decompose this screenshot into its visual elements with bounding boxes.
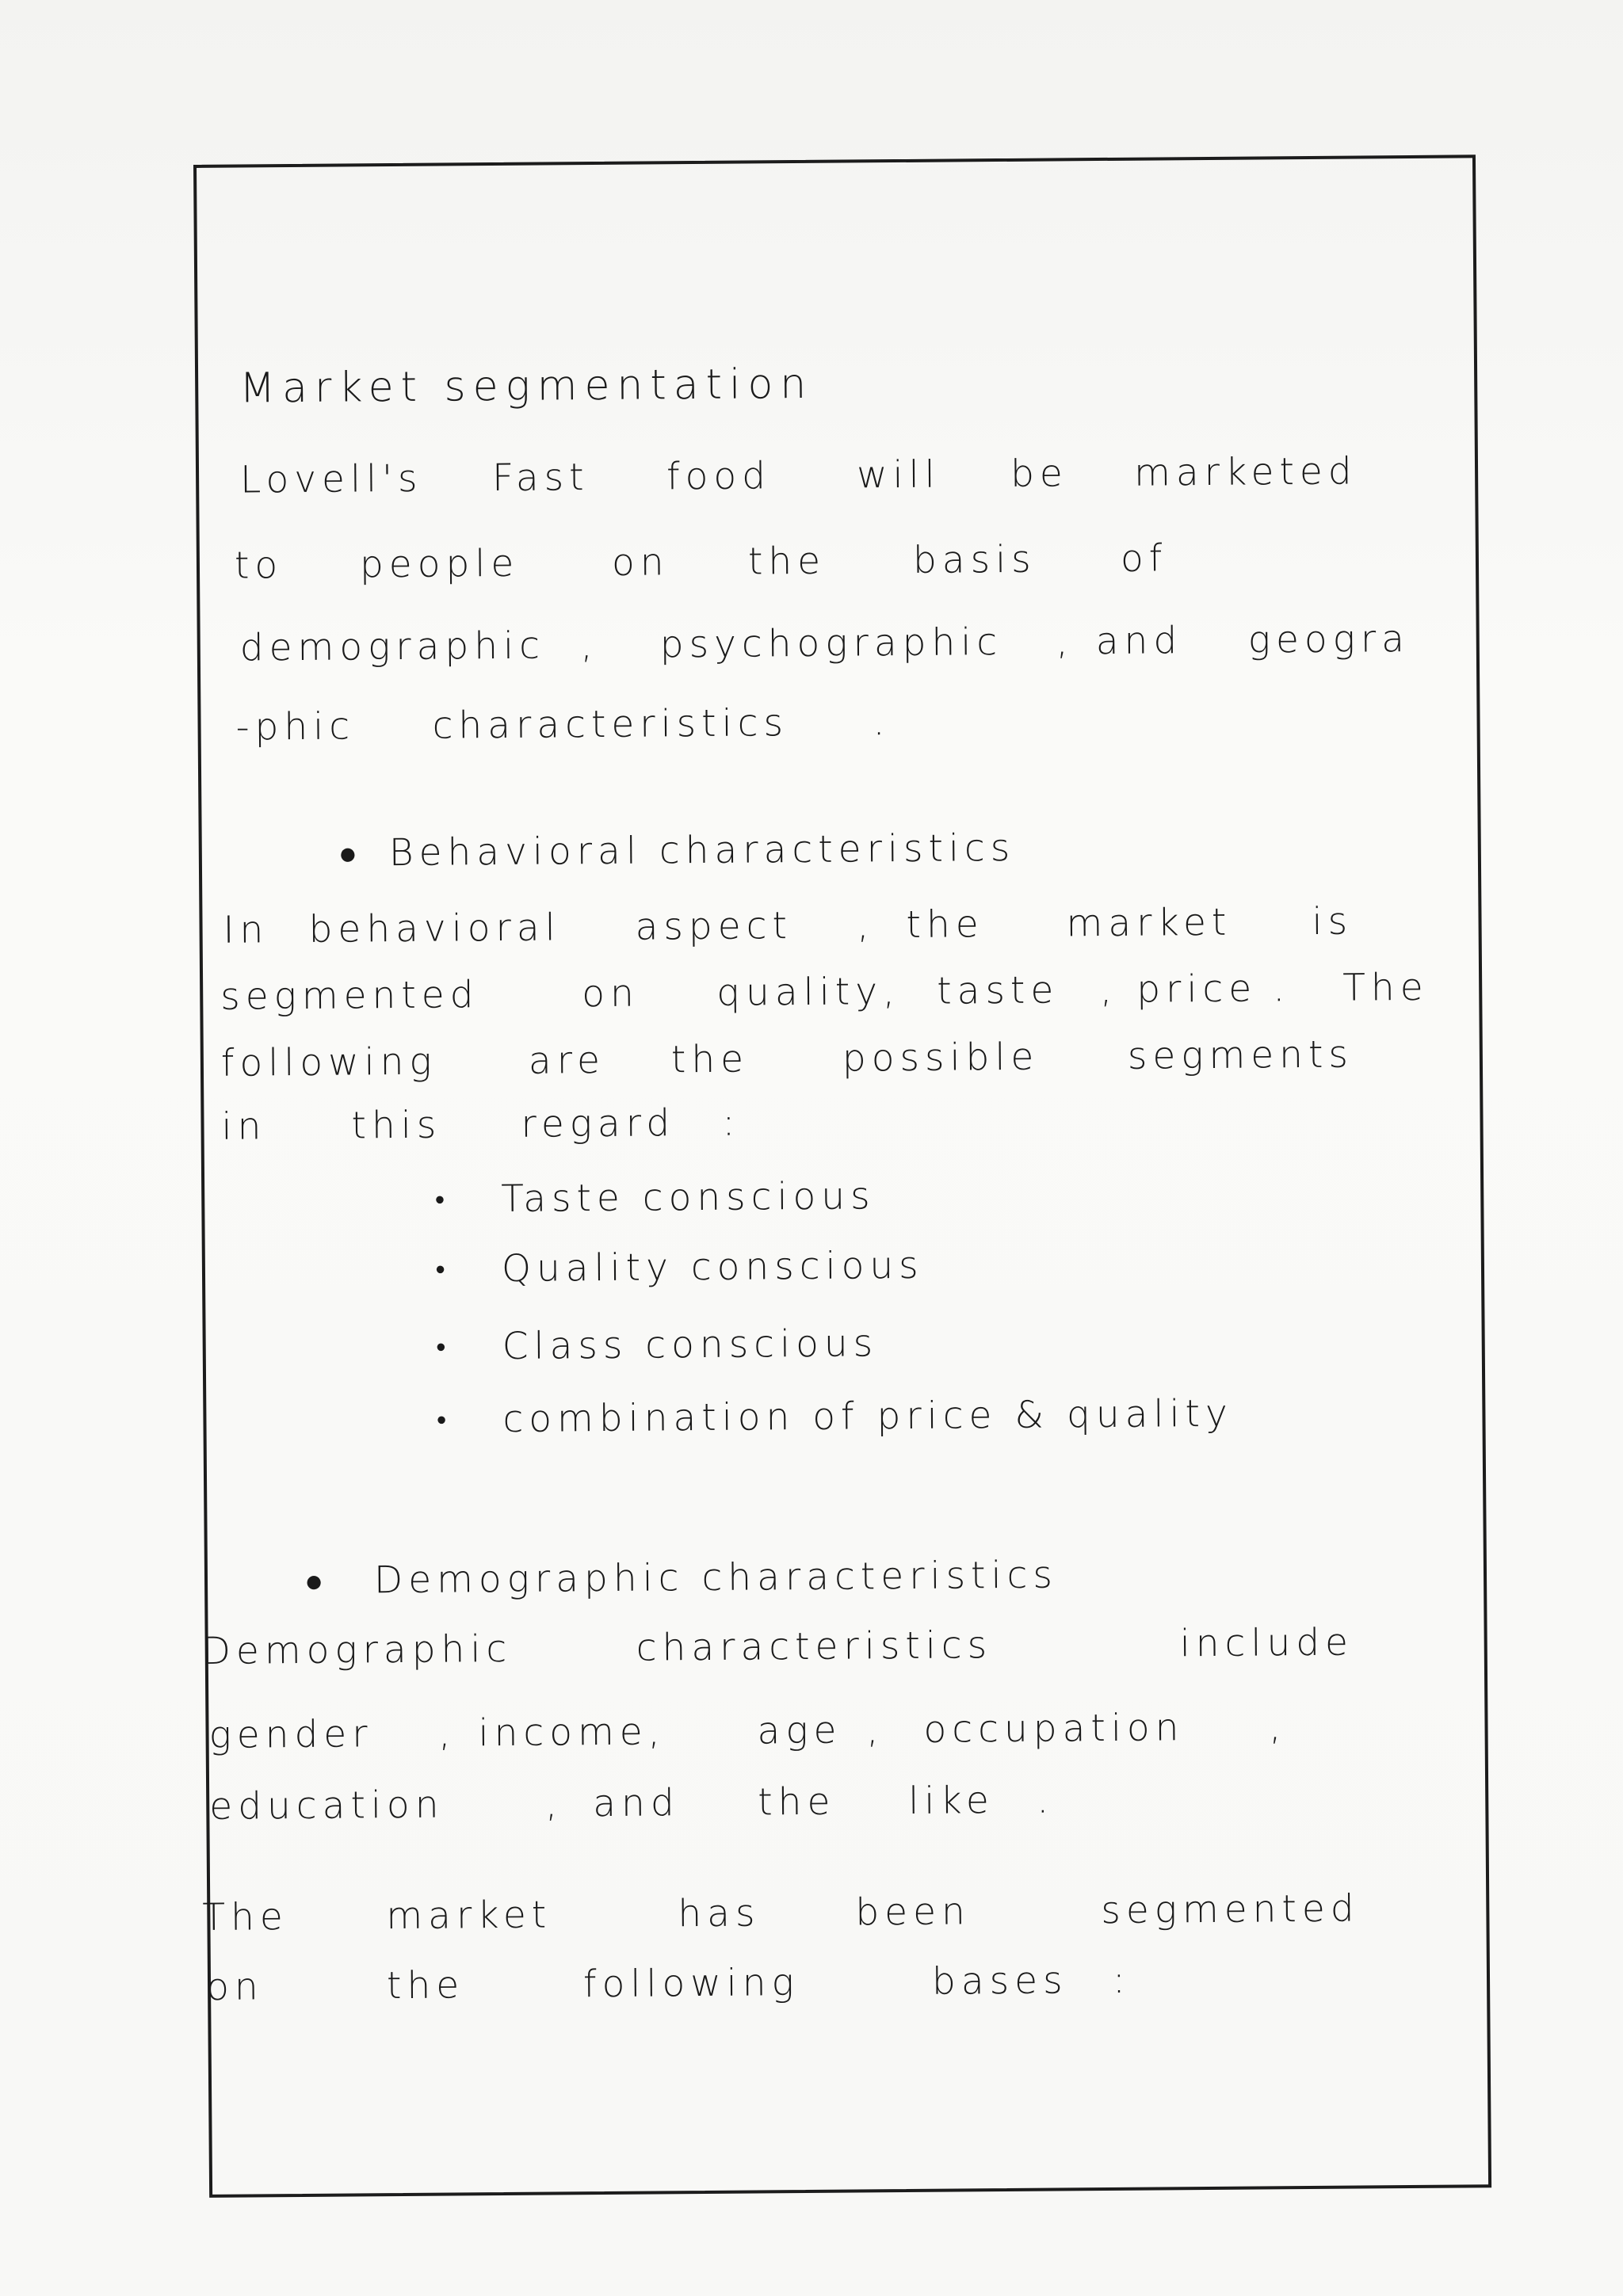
word: :: [722, 1100, 741, 1145]
section-heading: Demographic characteristics: [373, 1553, 1059, 1603]
word: and: [1095, 619, 1183, 664]
word: segmented: [1101, 1886, 1360, 1933]
word: geogra: [1247, 616, 1411, 662]
word: and: [593, 1781, 680, 1826]
word: ,: [438, 1711, 456, 1756]
list-item-text: Taste conscious: [501, 1174, 876, 1221]
word: The: [1342, 965, 1429, 1010]
word: possible: [842, 1035, 1040, 1081]
bullet-icon: ●: [435, 1337, 453, 1357]
word: the: [386, 1963, 465, 2008]
word: bases: [931, 1958, 1068, 2004]
word: basis: [912, 537, 1037, 582]
word: will: [856, 452, 941, 498]
word: In: [223, 908, 269, 952]
word: -phic: [235, 704, 356, 749]
closing-line-2: [205, 1950, 1487, 2016]
intro-line-2: [200, 528, 1476, 594]
word: in: [221, 1104, 267, 1149]
word: following: [220, 1039, 437, 1085]
behavioral-heading: [202, 817, 1479, 883]
list-item-text: Class conscious: [502, 1322, 879, 1368]
word: this: [351, 1103, 442, 1148]
word: characteristics: [636, 1623, 993, 1670]
word: Fast: [491, 456, 590, 501]
word: gender: [208, 1712, 373, 1757]
word: food: [666, 454, 772, 499]
word: The: [202, 1895, 289, 1939]
word: the: [747, 539, 827, 584]
word: market: [386, 1893, 552, 1939]
word: ,: [1056, 620, 1074, 664]
word: marketed: [1133, 449, 1358, 495]
word: ,: [1099, 967, 1118, 1013]
word: of: [1120, 536, 1168, 581]
word: regard: [521, 1101, 676, 1146]
word: people: [359, 541, 520, 587]
behavioral-line-3: [204, 1026, 1480, 1092]
word: behavioral: [308, 906, 561, 952]
page-title-text: Market segmentation: [239, 360, 814, 413]
list-item-text: Quality conscious: [501, 1243, 924, 1291]
closing-line-1: [202, 1880, 1487, 1946]
word: the: [758, 1779, 836, 1825]
word: include: [1179, 1620, 1354, 1666]
section-heading: Behavioral characteristics: [388, 826, 1016, 875]
word: the: [906, 902, 984, 947]
word: has: [678, 1891, 761, 1936]
word: segmented: [220, 973, 479, 1019]
demographic-heading: [208, 1544, 1484, 1610]
word: .: [873, 700, 891, 745]
list-item: [204, 1164, 1481, 1230]
word: Lovell's: [239, 456, 423, 502]
word: the: [670, 1037, 750, 1082]
word: quality,: [716, 970, 901, 1015]
list-item: [205, 1234, 1482, 1299]
word: ,: [545, 1782, 563, 1826]
word: are: [528, 1038, 606, 1083]
word: on: [582, 971, 640, 1016]
word: ,: [857, 903, 875, 948]
page-border: [193, 154, 1491, 2198]
word: to: [234, 543, 284, 588]
word: .: [1037, 1778, 1055, 1822]
word: is: [1312, 899, 1354, 944]
intro-line-3: [200, 611, 1477, 677]
word: taste: [937, 968, 1060, 1013]
intro-line-4: [200, 690, 1477, 756]
word: market: [1066, 900, 1232, 946]
list-item: [205, 1311, 1482, 1377]
page-title: [198, 351, 1475, 417]
word: aspect: [635, 904, 793, 949]
word: ,: [866, 1708, 884, 1753]
list-item-text: combination of price & quality: [502, 1391, 1233, 1441]
bullet-icon: ●: [436, 1409, 453, 1430]
word: like: [908, 1779, 995, 1823]
bullet-icon: ●: [434, 1259, 452, 1280]
word: characteristics: [432, 701, 789, 748]
word: demographic: [239, 624, 546, 670]
word: psychographic: [659, 620, 1003, 667]
word: be: [1010, 452, 1069, 496]
intro-line-1: [199, 443, 1476, 509]
list-item: [206, 1384, 1483, 1450]
word: Demographic: [201, 1627, 513, 1673]
behavioral-line-1: [202, 893, 1479, 959]
word: ,: [1269, 1705, 1287, 1749]
bullet-icon: ●: [338, 835, 364, 872]
demographic-line-1: [201, 1614, 1484, 1680]
bullet-icon: ●: [304, 1562, 330, 1600]
word: :: [1112, 1958, 1132, 2002]
word: been: [855, 1890, 972, 1935]
word: age: [757, 1708, 842, 1753]
word: segments: [1127, 1032, 1354, 1078]
word: on: [611, 540, 670, 585]
demographic-line-2: [208, 1698, 1485, 1764]
word: .: [1272, 967, 1291, 1011]
word: income,: [478, 1710, 666, 1756]
behavioral-line-2: [203, 959, 1480, 1025]
word: on: [205, 1965, 264, 2009]
word: occupation: [923, 1706, 1185, 1752]
bullet-icon: ●: [434, 1189, 451, 1210]
demographic-line-3: [209, 1769, 1486, 1835]
word: ,: [580, 624, 598, 668]
word: following: [582, 1961, 800, 2007]
behavioral-line-4: [204, 1089, 1480, 1155]
word: education: [209, 1783, 445, 1829]
word: price: [1136, 967, 1258, 1012]
